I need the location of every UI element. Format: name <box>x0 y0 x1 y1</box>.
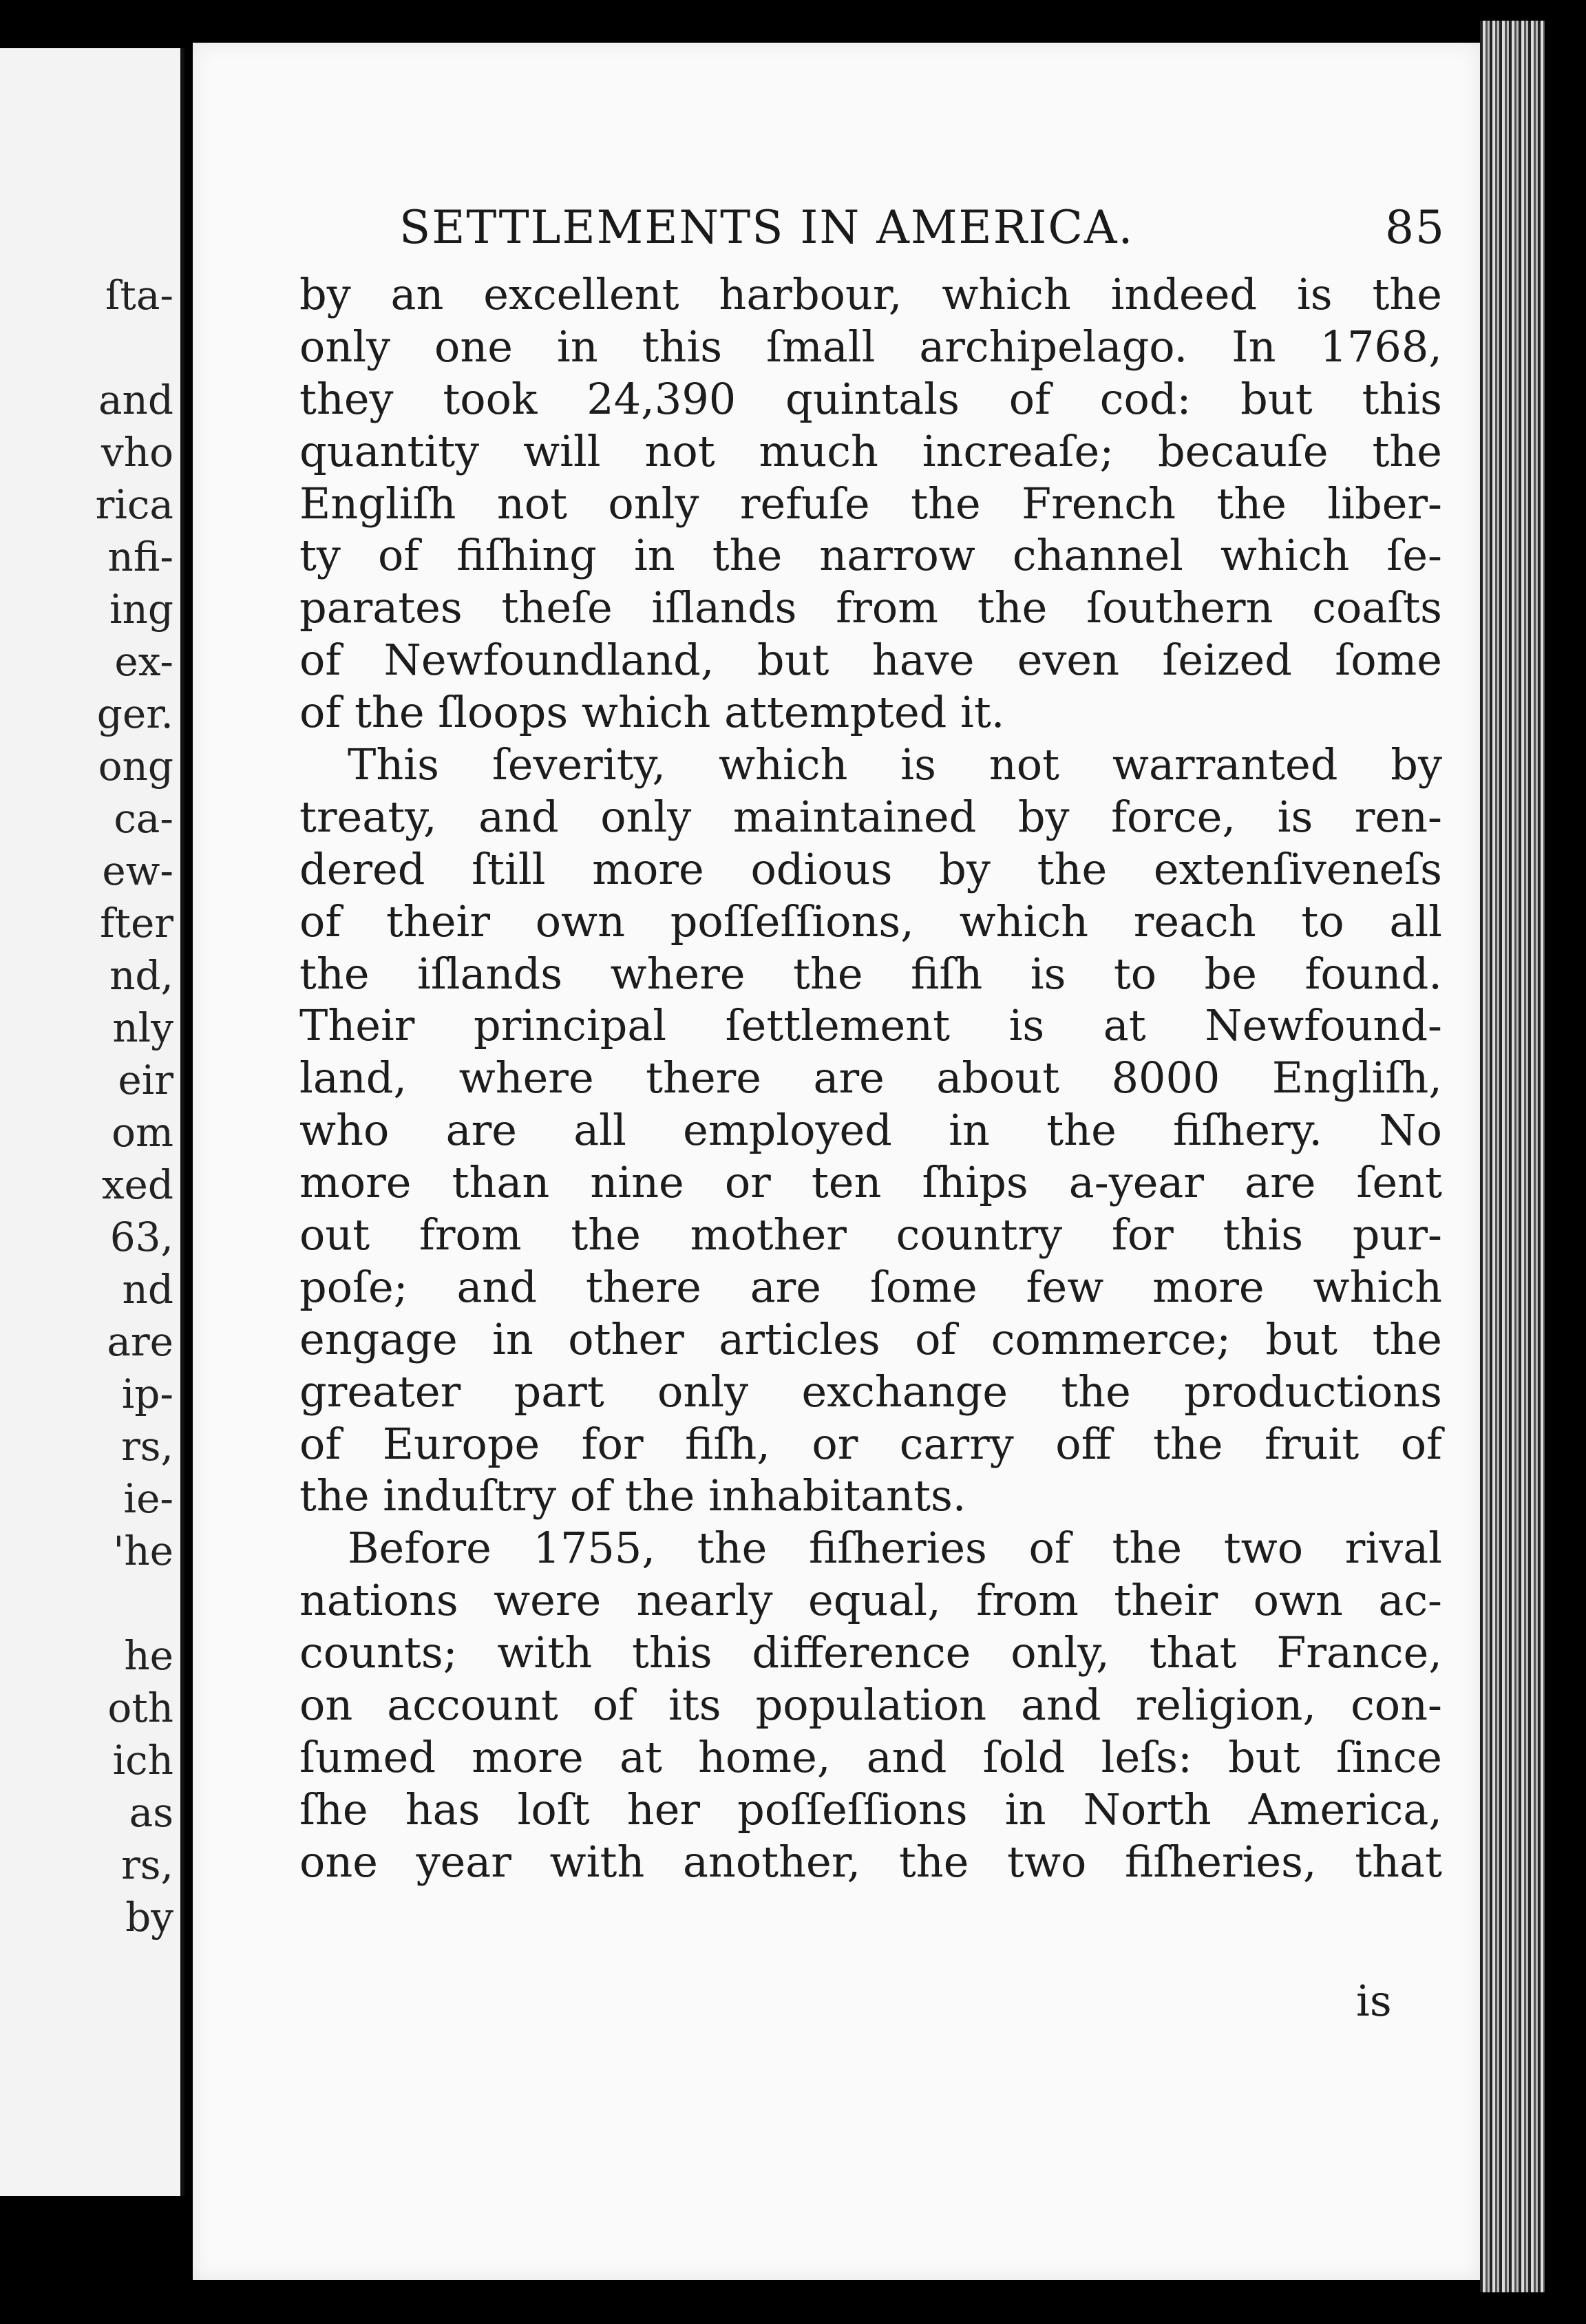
previous-page-fragment: vho <box>101 429 173 476</box>
text-line: the induſtry of the inhabitants. <box>299 1470 966 1521</box>
text-line: of their own poſſeſſions, which reach to all <box>299 896 1442 947</box>
previous-page-fragment: nly <box>112 1004 173 1051</box>
text-line: poſe; and there are ſome few more which <box>299 1261 1442 1312</box>
previous-page-fragment: ing <box>109 586 173 633</box>
text-line: ty of fiſhing in the narrow channel which ſe- <box>299 530 1442 581</box>
body-text <box>299 268 1442 1888</box>
previous-page-fragment: ong <box>98 743 173 790</box>
previous-page-fragment: ca- <box>114 795 173 842</box>
page-block-edge <box>1480 21 1586 2292</box>
text-line: of Newfoundland, but have even ſeized ſome <box>299 635 1442 686</box>
page-number: 85 <box>1385 201 1446 254</box>
text-line: greater part only exchange the productions <box>299 1366 1442 1417</box>
previous-page-fragment: ger. <box>96 690 173 737</box>
previous-page-fragment: 'he <box>113 1528 173 1574</box>
text-line: nations were nearly equal, from their own ac- <box>299 1575 1442 1626</box>
previous-page-fragment: om <box>112 1109 173 1156</box>
text-line: Before 1755, the fiſheries of the two rival <box>348 1523 1442 1574</box>
text-line: ſumed more at home, and ſold leſs: but ſince <box>299 1731 1442 1782</box>
previous-page-fragment: ip- <box>121 1371 173 1417</box>
text-line: Engliſh not only refuſe the French the liber- <box>299 478 1442 529</box>
previous-page-fragment: rs, <box>121 1841 173 1888</box>
previous-page-fragment: as <box>129 1789 173 1836</box>
previous-page-fragment: rica <box>95 481 173 528</box>
text-line: Their principal ſettlement is at Newfound- <box>299 1000 1442 1051</box>
text-line: counts; with this difference only, that France, <box>299 1627 1442 1678</box>
text-line: one year with another, the two fiſheries, that <box>299 1836 1442 1887</box>
previous-page-fragment: ſta- <box>105 272 173 319</box>
text-line: of the ſloops which attempted it. <box>299 687 1005 738</box>
text-line: who are all employed in the fiſhery. No <box>299 1105 1442 1156</box>
text-line: quantity will not much increaſe; becauſe the <box>299 425 1442 476</box>
previous-page-fragment: he <box>124 1632 173 1679</box>
running-header <box>399 201 1446 254</box>
previous-page-fragment: ich <box>112 1737 173 1784</box>
text-line: engage in other articles of commerce; but the <box>299 1313 1442 1364</box>
previous-page-fragment: nd, <box>109 952 173 999</box>
text-line: on account of its population and religion, con- <box>299 1680 1442 1731</box>
previous-page-fragment: xed <box>101 1161 173 1208</box>
text-line: more than nine or ten ſhips a-year are ſent <box>299 1157 1442 1208</box>
previous-page-fragment: and <box>98 377 173 423</box>
text-line: land, where there are about 8000 Engliſh, <box>299 1053 1442 1103</box>
previous-page-fragment: ew- <box>102 847 173 894</box>
previous-page-fragment: nfi- <box>107 534 173 580</box>
previous-page-fragment: are <box>107 1318 173 1365</box>
previous-page-fragment: ex- <box>114 638 173 685</box>
previous-page-fragment: nd <box>122 1266 173 1313</box>
previous-page-fragment: fter <box>100 900 173 947</box>
text-line: the iſlands where the fiſh is to be found. <box>299 948 1442 999</box>
running-title: SETTLEMENTS IN AMERICA. <box>399 201 1134 254</box>
previous-page-fragment: eir <box>118 1057 173 1103</box>
catchword: is <box>1356 1976 1392 2026</box>
previous-page-edge <box>0 48 184 2196</box>
text-line: parates theſe iſlands from the ſouthern coaſts <box>299 582 1442 633</box>
previous-page-fragment: rs, <box>121 1423 173 1470</box>
text-line: only one in this ſmall archipelago. In 1768, <box>299 321 1442 372</box>
text-line: treaty, and only maintained by force, is ren- <box>299 791 1442 842</box>
previous-page-fragment: 63, <box>109 1214 173 1260</box>
previous-page-fragment: oth <box>107 1684 173 1731</box>
text-line: by an excellent harbour, which indeed is the <box>299 269 1442 319</box>
text-line: dered ſtill more odious by the extenſiveneſs <box>299 843 1442 894</box>
text-line: out from the mother country for this pur- <box>299 1209 1442 1260</box>
previous-page-fragment: by <box>125 1894 173 1941</box>
text-line: of Europe for fiſh, or carry off the fruit of <box>299 1418 1442 1469</box>
book-page <box>193 43 1480 2280</box>
previous-page-fragment: ie- <box>123 1475 173 1522</box>
text-line: This ſeverity, which is not warranted by <box>348 739 1442 790</box>
text-line: ſhe has loſt her poſſeſſions in North America, <box>299 1784 1442 1835</box>
text-line: they took 24,390 quintals of cod: but this <box>299 373 1442 424</box>
